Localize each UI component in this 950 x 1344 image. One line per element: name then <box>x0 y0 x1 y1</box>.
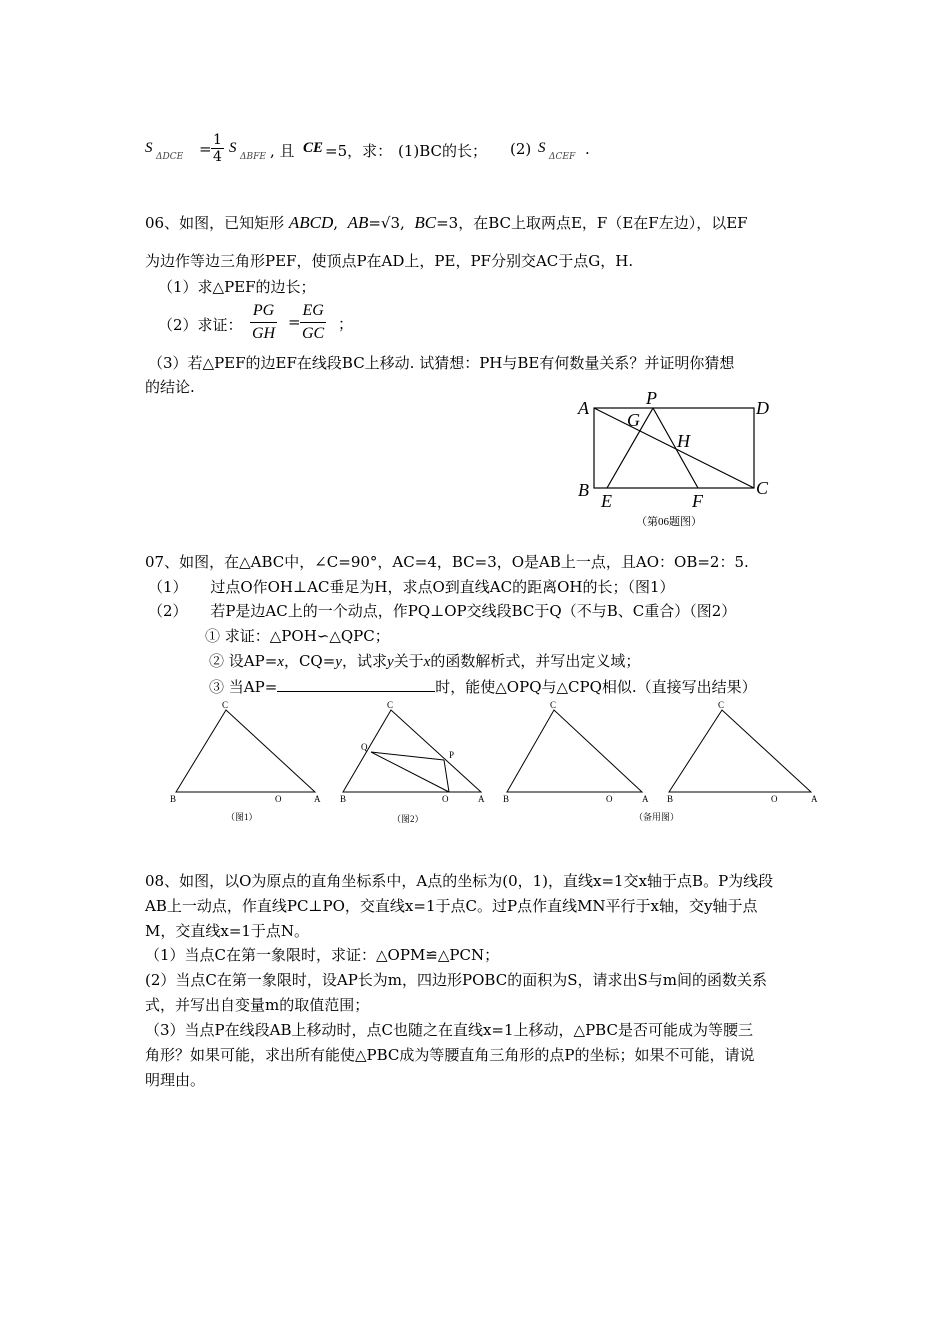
fig2-label-a: A <box>478 794 485 804</box>
answer-blank[interactable] <box>277 676 435 692</box>
fig3-label-a: A <box>642 794 649 804</box>
q06-part-1: （1）求△PEF的边长； <box>158 278 316 296</box>
area-subscript: ΔCEF <box>549 152 576 162</box>
q06-line-1: 06、如图，已知矩形 ABCD, AB=√3, BC=3，在BC上取两点E，F（E在F左边），以EF <box>145 213 748 232</box>
fig3-label-b: B <box>503 794 510 804</box>
q07-figures <box>160 698 840 833</box>
fig1-label-a: A <box>314 794 321 804</box>
label-a: A <box>578 398 589 418</box>
fraction-pg-gh: $\frac{PG}{GH}$ <box>252 302 276 342</box>
segment-pf <box>653 408 698 488</box>
fig2-label-q: Q <box>361 742 368 752</box>
q08-line-2: AB上一动点，作直线PC⊥PO，交直线x=1于点C。过P点作直线MN平行于x轴，交y轴于点 <box>145 897 758 915</box>
q07-subpart-1: ① 求证：△POH∽△QPC； <box>205 627 390 645</box>
label-g: G <box>627 410 640 430</box>
fig1-caption: （图1） <box>226 812 258 822</box>
q08-part-3-line-1: （3）当点P在线段AB上移动时，点C也随之在直线x=1上移动，△PBC是否可能成为等腰三 <box>145 1021 753 1039</box>
fraction-one-quarter: $\frac{1}{4}$ <box>213 132 222 165</box>
part-2: (2) <box>510 140 532 158</box>
fig2-segment-qp <box>371 752 444 760</box>
q07-part-2: （2） 若P是边AC上的一个动点，作PQ⊥OP交线段BC于Q（不与B、C重合）（图2） <box>148 602 737 620</box>
label-e: E <box>601 491 612 511</box>
fig4-label-a: A <box>811 794 818 804</box>
q08-line-3: M，交直线x=1于点N。 <box>145 922 310 940</box>
fig4-label-o: O <box>771 794 778 804</box>
fig4-label-c: C <box>718 700 725 710</box>
q07-line-1: 07、如图，在△ABC中，∠C=90°，AC=4，BC=3，O是AB上一点，且AO：OB=2：5. <box>145 553 749 571</box>
q07-subpart-3: ③ 当AP= 时，能使△OPQ与△CPQ相似.（直接写出结果） <box>209 678 757 696</box>
label-h: H <box>677 431 690 451</box>
segment-ce: CE <box>303 140 324 156</box>
q06-part-3-line-2: 的结论. <box>145 378 195 396</box>
fig2-label-o: O <box>442 794 449 804</box>
fig2-label-c: C <box>387 700 394 710</box>
equals-sign: = <box>199 140 212 158</box>
label-b: B <box>578 480 589 500</box>
fig3-triangle <box>507 710 642 792</box>
text: =5，求： <box>325 142 393 160</box>
fig4-label-b: B <box>667 794 674 804</box>
fig2-caption: （图2） <box>392 814 424 824</box>
fig1-label-o: O <box>275 794 282 804</box>
figure-caption: （第06题图） <box>636 516 702 528</box>
fig1-label-c: C <box>222 700 229 710</box>
fig2-segment-qo <box>371 752 449 792</box>
q08-part-2-line-1: (2）当点C在第一象限时，设AP长为m，四边形POBC的面积为S，请求出S与m间的函数关系 <box>145 971 767 989</box>
label-p: P <box>646 390 657 408</box>
fig4-triangle <box>669 710 811 792</box>
area-symbol: S <box>145 140 153 156</box>
area-subscript: ΔBFE <box>240 152 266 162</box>
fig4-caption: （备用图） <box>634 812 680 822</box>
q07-part-1: （1） 过点O作OH⊥AC垂足为H，求点O到直线AC的距离OH的长；（图1） <box>148 578 675 596</box>
area-symbol: S <box>538 140 546 156</box>
area-subscript: ΔDCE <box>156 152 184 162</box>
label-c: C <box>756 478 769 498</box>
q08-part-1: （1）当点C在第一象限时，求证：△OPM≌△PCN； <box>145 946 500 964</box>
text: , 且 <box>270 142 295 160</box>
q08-part-3-line-3: 明理由。 <box>145 1071 206 1089</box>
fig2-label-b: B <box>340 794 347 804</box>
q06-part-3-line-1: （3）若△PEF的边EF在线段BC上移动. 试猜想：PH与BE有何数量关系？并证明你猜想 <box>148 354 735 372</box>
fraction-eg-gc: $\frac{EG}{GC}$ <box>302 302 325 342</box>
fig1-label-b: B <box>170 794 177 804</box>
q08-part-2-line-2: 式，并写出自变量m的取值范围； <box>145 996 370 1014</box>
fig3-label-o: O <box>606 794 613 804</box>
diagonal-ac <box>594 408 754 488</box>
q06-figure <box>570 390 790 535</box>
fig2-segment-po <box>444 760 449 792</box>
period: . <box>585 140 590 158</box>
part-1: (1)BC的长； <box>398 142 488 160</box>
q08-part-3-line-2: 角形？如果可能，求出所有能使△PBC成为等腰直角三角形的点P的坐标；如果不可能，请说 <box>145 1046 755 1064</box>
q07-subpart-2: ② 设AP=x，CQ=y，试求y关于x的函数解析式，并写出定义域； <box>209 652 641 670</box>
fig1-triangle <box>176 710 315 792</box>
fig2-label-p: P <box>449 750 455 760</box>
label-d: D <box>756 398 769 418</box>
area-symbol: S <box>229 140 237 156</box>
q08-line-1: 08、如图，以O为原点的直角坐标系中，A点的坐标为(0，1)，直线x=1交x轴于点B。P为线段 <box>145 872 774 890</box>
fig3-label-c: C <box>550 700 557 710</box>
label-f: F <box>692 491 703 511</box>
q06-line-2: 为边作等边三角形PEF，使顶点P在AD上，PE，PF分别交AC于点G，H. <box>145 252 634 270</box>
